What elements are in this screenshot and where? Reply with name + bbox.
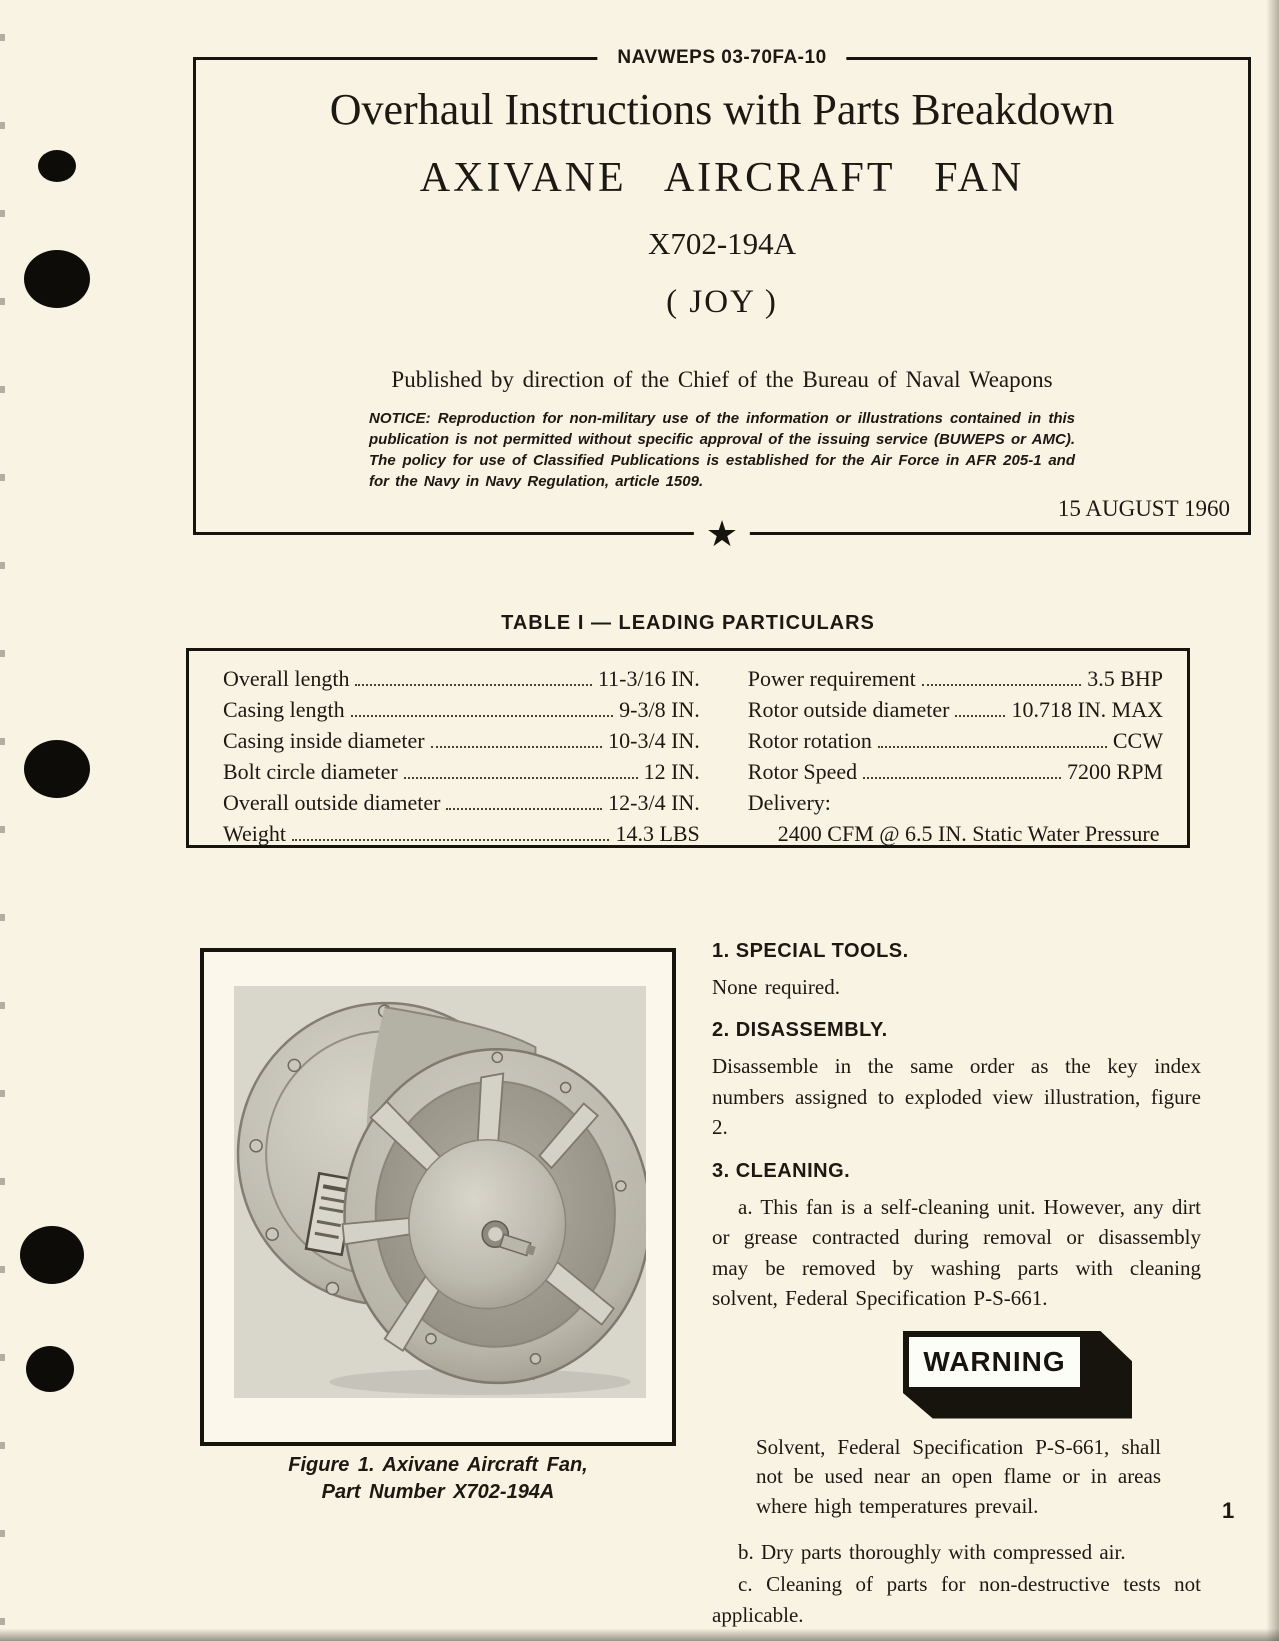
warning-label: WARNING — [923, 1345, 1066, 1377]
table-row — [748, 692, 1163, 723]
figure-caption-line2: Part Number X702-194A — [321, 1481, 555, 1503]
publication-date: 15 AUGUST 1960 — [1057, 496, 1230, 522]
dotted-leader — [922, 684, 1081, 686]
table-row — [223, 661, 700, 692]
table-row — [748, 754, 1163, 785]
cleaning-text-c: c. Cleaning of parts for non-destructive tests not applicable. — [712, 1572, 1201, 1627]
figure-caption-line1: Figure 1. Axivane Aircraft Fan, — [288, 1454, 588, 1476]
binding-dot — [24, 740, 90, 798]
dotted-leader — [878, 746, 1107, 748]
table-cell-label: Rotor Speed — [747, 759, 858, 784]
dotted-leader — [292, 839, 609, 841]
table-cell-label: Overall length — [223, 666, 350, 691]
dotted-leader — [955, 715, 1005, 717]
warning-box — [903, 1331, 1132, 1419]
table-row — [223, 723, 700, 754]
table-cell-value: CCW — [1112, 728, 1163, 753]
dotted-leader — [355, 684, 591, 686]
table-row — [748, 816, 1163, 847]
table-left-column — [223, 661, 700, 845]
table-cell-value: 9-3/8 IN. — [619, 697, 700, 722]
document-title: Overhaul Instructions with Parts Breakdown — [329, 85, 1115, 134]
dotted-leader — [431, 746, 603, 748]
warning-label-box — [903, 1331, 1086, 1393]
notice-paragraph: NOTICE: Reproduction for non-military use of the information or illustrations contained in this publication is not permitted without specific approval of the issuing service (BUWEPS or AMC). The policy for use of Classified Publications is established for the Air Force in AFR 205-1 and for the Navy in Navy Regulation, article 1509. — [369, 410, 1075, 491]
table-cell-label: Power requirement — [747, 666, 916, 691]
cleaning-text-a: a. This fan is a self-cleaning unit. However, any dirt or grease contracted during removal or disassembly may be removed by washing parts with cleaning solvent, Federal Specification P-S-661. — [712, 1194, 1201, 1311]
table-row — [223, 692, 700, 723]
table-cell-value: 11-3/16 IN. — [597, 666, 700, 691]
table-cell-label: Rotor rotation — [747, 728, 872, 753]
table-row — [223, 754, 700, 785]
scan-edge-bottom — [0, 1629, 1279, 1641]
table-cell-label: Rotor outside diameter — [747, 697, 950, 722]
table-cell-value: 14.3 LBS — [615, 821, 700, 846]
text-column — [712, 940, 1201, 1630]
section-heading-special-tools: 1. SPECIAL TOOLS. — [712, 940, 909, 962]
table-cell-label: 2400 CFM @ 6.5 IN. Static Water Pressure — [777, 821, 1160, 846]
table-cell-value: 3.5 BHP — [1087, 666, 1163, 691]
scan-edge-left — [0, 0, 5, 1641]
dotted-leader — [404, 777, 638, 779]
section-heading-cleaning: 3. CLEANING. — [712, 1159, 851, 1182]
dotted-leader — [446, 808, 602, 810]
special-tools-text: None required. — [712, 975, 840, 999]
figure-frame — [200, 948, 676, 1446]
title-block — [193, 47, 1251, 554]
figure-caption — [200, 1452, 676, 1506]
table-cell-value: 10.718 IN. MAX — [1011, 697, 1163, 722]
table-row — [748, 723, 1163, 754]
dotted-leader — [863, 777, 1061, 779]
table-cell-label: Overall outside diameter — [223, 790, 441, 815]
product-name: AXIVANE AIRCRAFT FAN — [419, 155, 1025, 202]
binding-dot — [24, 250, 90, 308]
binding-dot — [26, 1346, 74, 1392]
warning-text: Solvent, Federal Specification P-S-661, shall not be used near an open flame or in areas where high temperatures prevail. — [756, 1434, 1161, 1519]
cleaning-text-b: b. Dry parts thoroughly with compressed air. — [738, 1539, 1126, 1564]
page-number: 1 — [1222, 1498, 1235, 1523]
part-number: X702-194A — [647, 226, 797, 262]
fan-illustration — [234, 986, 646, 1398]
scan-edge-right — [1266, 0, 1279, 1641]
axivane-fan-photo — [234, 986, 646, 1398]
disassembly-text: Disassemble in the same order as the key index numbers assigned to exploded view illustration, figure 2. — [712, 1054, 1201, 1140]
table-row — [223, 785, 700, 816]
section-heading-disassembly: 2. DISASSEMBLY. — [712, 1019, 888, 1042]
table-cell-label: Weight — [223, 821, 286, 846]
table-row — [223, 816, 700, 847]
table-cell-value: 12-3/4 IN. — [608, 790, 700, 815]
table-row — [748, 661, 1163, 692]
table-cell-label: Casing length — [223, 697, 345, 722]
table-right-column — [748, 661, 1163, 845]
doc-number: NAVWEPS 03-70FA-10 — [597, 47, 846, 69]
manufacturer-name: ( JOY ) — [666, 284, 778, 321]
leading-particulars-table — [186, 648, 1190, 848]
table-cell-value: 7200 RPM — [1067, 759, 1163, 784]
table-row — [748, 785, 1163, 816]
table-cell-label: Bolt circle diameter — [223, 759, 398, 784]
binding-dot — [38, 150, 76, 182]
published-by-line: Published by direction of the Chief of the Bureau of Naval Weapons — [391, 367, 1053, 393]
star-icon: ★ — [694, 516, 750, 552]
table-cell-value: 12 IN. — [643, 759, 700, 784]
dotted-leader — [351, 715, 614, 717]
table-title: TABLE I — LEADING PARTICULARS — [501, 612, 875, 634]
table-cell-label: Delivery: — [747, 790, 831, 815]
table-cell-label: Casing inside diameter — [223, 728, 425, 753]
binding-dot — [20, 1226, 84, 1284]
table-cell-value: 10-3/4 IN. — [608, 728, 700, 753]
